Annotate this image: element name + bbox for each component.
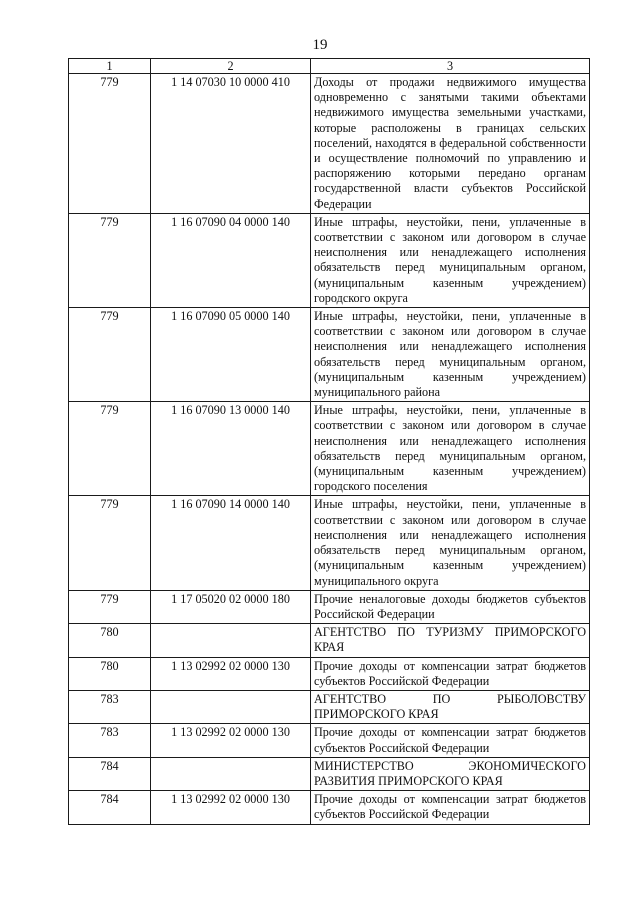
table-row	[69, 74, 590, 214]
admin-code-cell: 779	[69, 496, 151, 590]
column-header-3: 3	[311, 59, 590, 74]
page-number: 19	[312, 37, 328, 53]
table-row	[69, 496, 590, 590]
admin-code-cell: 783	[69, 724, 151, 757]
table-row	[69, 213, 590, 307]
table-row	[69, 624, 590, 657]
kbk-code-cell	[151, 757, 311, 790]
revenue-name-cell: Иные штрафы, неустойки, пени, уплаченные в соответствии с законом или договором в случае неисполнения или ненадлежащего исполнения обязательств перед муниципальным органом, (муниципальным казенным учреждением) городского округа	[311, 213, 590, 307]
table-header-row	[69, 59, 590, 74]
admin-code-cell: 779	[69, 402, 151, 496]
admin-code-cell: 779	[69, 74, 151, 214]
revenue-name-cell: Прочие доходы от компенсации затрат бюджетов субъектов Российской Федерации	[311, 724, 590, 757]
column-header-1: 1	[69, 59, 151, 74]
admin-code-cell: 779	[69, 590, 151, 623]
kbk-code-cell: 1 14 07030 10 0000 410	[151, 74, 311, 214]
admin-code-cell: 784	[69, 757, 151, 790]
admin-code-cell: 783	[69, 690, 151, 723]
table-row	[69, 757, 590, 790]
kbk-code-cell: 1 16 07090 04 0000 140	[151, 213, 311, 307]
agency-name-cell: АГЕНТСТВО ПО ТУРИЗМУ ПРИМОРСКОГО КРАЯ	[311, 624, 590, 657]
ministry-name-cell: МИНИСТЕРСТВО ЭКОНОМИЧЕСКОГО РАЗВИТИЯ ПРИМОРСКОГО КРАЯ	[311, 757, 590, 790]
kbk-code-cell: 1 16 07090 05 0000 140	[151, 308, 311, 402]
table-row	[69, 308, 590, 402]
agency-name-cell: АГЕНТСТВО ПО РЫБОЛОВСТВУ ПРИМОРСКОГО КРАЯ	[311, 690, 590, 723]
revenue-classification-table	[68, 58, 590, 825]
kbk-code-cell: 1 17 05020 02 0000 180	[151, 590, 311, 623]
table-row	[69, 657, 590, 690]
column-header-2: 2	[151, 59, 311, 74]
table-row	[69, 724, 590, 757]
kbk-code-cell: 1 13 02992 02 0000 130	[151, 657, 311, 690]
table-row	[69, 402, 590, 496]
table-row	[69, 590, 590, 623]
kbk-code-cell: 1 16 07090 14 0000 140	[151, 496, 311, 590]
admin-code-cell: 784	[69, 791, 151, 824]
kbk-code-cell	[151, 690, 311, 723]
revenue-name-cell: Иные штрафы, неустойки, пени, уплаченные в соответствии с законом или договором в случае неисполнения или ненадлежащего исполнения обязательств перед муниципальным органом, (муниципальным казенным учреждением) муниципального района	[311, 308, 590, 402]
admin-code-cell: 780	[69, 657, 151, 690]
admin-code-cell: 779	[69, 308, 151, 402]
revenue-name-cell: Доходы от продажи недвижимого имущества одновременно с занятыми такими объектами недвижимого имущества земельными участками, которые расположены в границах сельских поселений, находятся в федеральной собственности и осуществление полномочий по управлению и распоряжению которыми передано органам государственной власти субъектов Российской Федерации	[311, 74, 590, 214]
table-row	[69, 690, 590, 723]
revenue-name-cell: Иные штрафы, неустойки, пени, уплаченные в соответствии с законом или договором в случае неисполнения или ненадлежащего исполнения обязательств перед муниципальным органом, (муниципальным казенным учреждением) муниципального округа	[311, 496, 590, 590]
admin-code-cell: 779	[69, 213, 151, 307]
revenue-name-cell: Прочие неналоговые доходы бюджетов субъектов Российской Федерации	[311, 590, 590, 623]
kbk-code-cell: 1 16 07090 13 0000 140	[151, 402, 311, 496]
revenue-name-cell: Прочие доходы от компенсации затрат бюджетов субъектов Российской Федерации	[311, 657, 590, 690]
kbk-code-cell	[151, 624, 311, 657]
kbk-code-cell: 1 13 02992 02 0000 130	[151, 791, 311, 824]
revenue-name-cell: Прочие доходы от компенсации затрат бюджетов субъектов Российской Федерации	[311, 791, 590, 824]
admin-code-cell: 780	[69, 624, 151, 657]
table-row	[69, 791, 590, 824]
kbk-code-cell: 1 13 02992 02 0000 130	[151, 724, 311, 757]
revenue-name-cell: Иные штрафы, неустойки, пени, уплаченные в соответствии с законом или договором в случае неисполнения или ненадлежащего исполнения обязательств перед муниципальным органом, (муниципальным казенным учреждением) городского поселения	[311, 402, 590, 496]
